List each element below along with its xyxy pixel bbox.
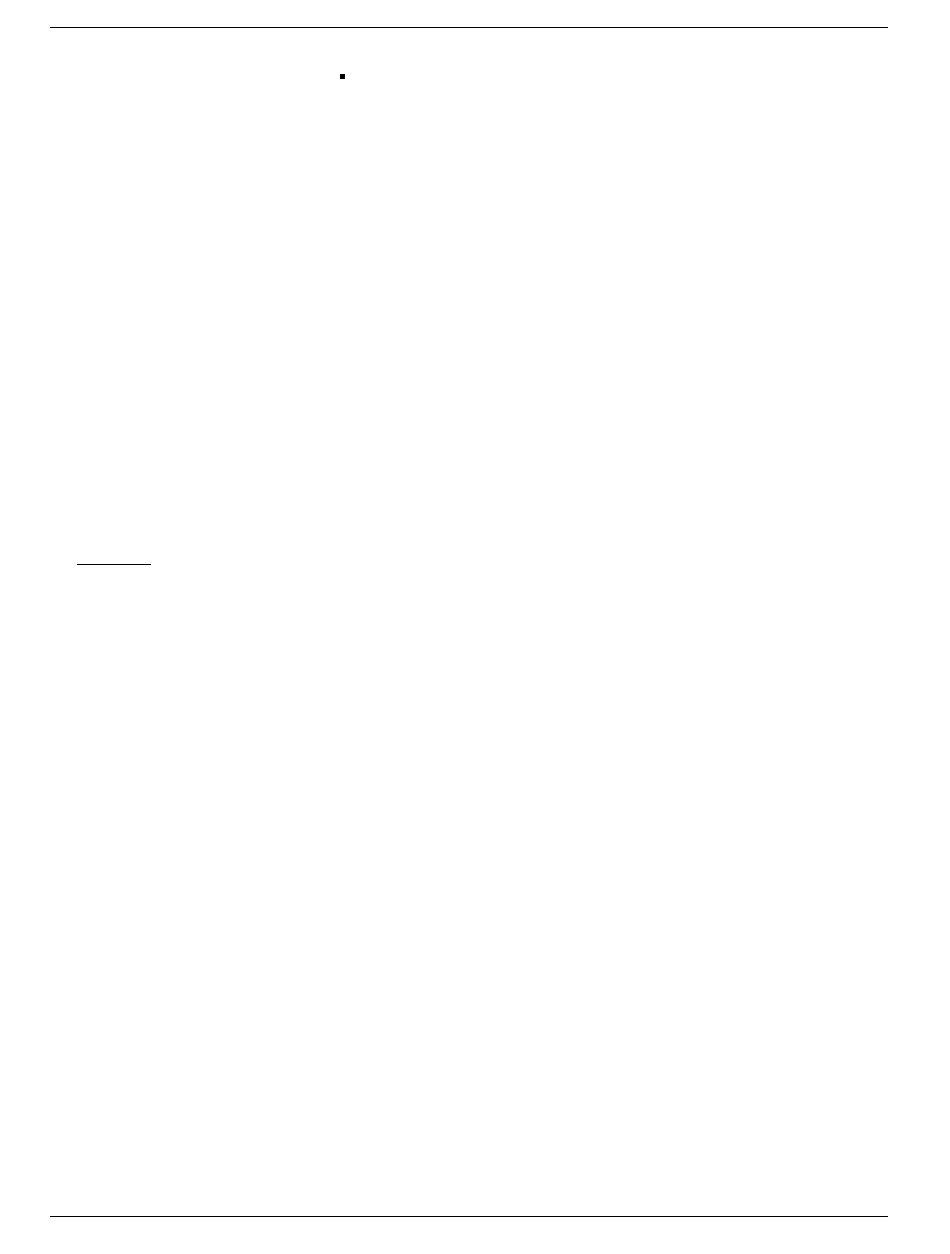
bottom-rule bbox=[50, 1216, 888, 1217]
stray-line bbox=[77, 564, 151, 565]
